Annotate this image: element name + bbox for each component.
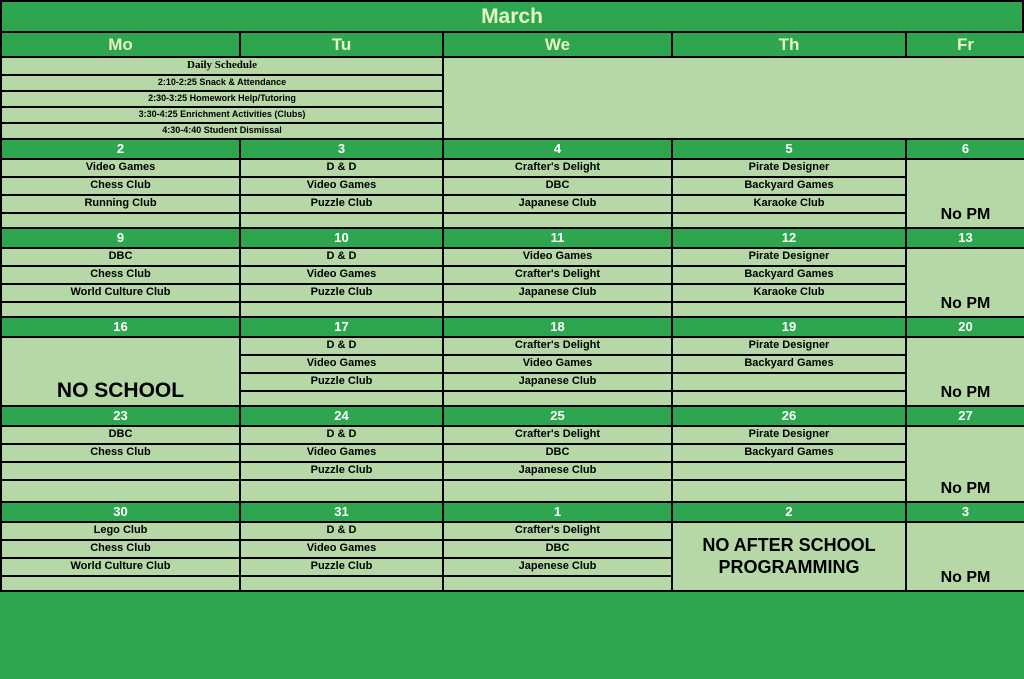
weekday-header-tu: Tu (239, 31, 444, 58)
month-title: March (0, 0, 1024, 31)
activity-cell: Crafter's Delight (442, 425, 673, 445)
empty-cell (671, 372, 907, 392)
activity-cell: Backyard Games (671, 265, 907, 285)
activity-cell: Video Games (442, 247, 673, 267)
activity-cell: D & D (239, 158, 444, 178)
activity-cell: Puzzle Club (239, 461, 444, 481)
empty-cell (442, 479, 673, 503)
date-cell: 12 (671, 227, 907, 249)
no-after-school-note: NO AFTER SCHOOL PROGRAMMING (671, 521, 907, 592)
activity-cell: Crafter's Delight (442, 521, 673, 541)
activity-cell: D & D (239, 521, 444, 541)
activity-cell: Pirate Designer (671, 336, 907, 356)
no-pm-note: No PM (905, 158, 1024, 229)
empty-cell (239, 479, 444, 503)
activity-cell: Japanese Club (442, 283, 673, 303)
date-cell: 2 (671, 501, 907, 523)
activity-cell: Video Games (239, 265, 444, 285)
activity-cell: Chess Club (0, 443, 241, 463)
activity-cell: D & D (239, 336, 444, 356)
activity-cell: Japenese Club (442, 557, 673, 577)
daily-schedule-title: Daily Schedule (0, 56, 444, 76)
date-cell: 30 (0, 501, 241, 523)
first-week-blank-block (442, 56, 1024, 140)
activity-cell: Karaoke Club (671, 194, 907, 214)
date-cell: 2 (0, 138, 241, 160)
date-cell: 31 (239, 501, 444, 523)
date-cell: 18 (442, 316, 673, 338)
activity-cell: Backyard Games (671, 443, 907, 463)
daily-schedule-item: 2:30-3:25 Homework Help/Tutoring (0, 90, 444, 108)
activity-cell: Pirate Designer (671, 425, 907, 445)
no-school-note: NO SCHOOL (0, 336, 241, 407)
activity-cell: Video Games (239, 539, 444, 559)
weekday-header-we: We (442, 31, 673, 58)
date-cell: 20 (905, 316, 1024, 338)
activity-cell: Backyard Games (671, 176, 907, 196)
date-cell: 1 (442, 501, 673, 523)
activity-cell: DBC (0, 425, 241, 445)
activity-cell: Video Games (239, 443, 444, 463)
empty-cell (239, 575, 444, 592)
date-cell: 24 (239, 405, 444, 427)
activity-cell: Japanese Club (442, 372, 673, 392)
activity-cell: Chess Club (0, 539, 241, 559)
activity-cell: Crafter's Delight (442, 336, 673, 356)
activity-cell: World Culture Club (0, 283, 241, 303)
activity-cell: Puzzle Club (239, 372, 444, 392)
daily-schedule-item: 2:10-2:25 Snack & Attendance (0, 74, 444, 92)
date-cell: 10 (239, 227, 444, 249)
activity-cell: World Culture Club (0, 557, 241, 577)
no-pm-note: No PM (905, 521, 1024, 592)
date-cell: 19 (671, 316, 907, 338)
activity-cell: D & D (239, 425, 444, 445)
date-cell: 3 (239, 138, 444, 160)
activity-cell: Japanese Club (442, 461, 673, 481)
activity-cell: Video Games (442, 354, 673, 374)
activity-cell: Crafter's Delight (442, 158, 673, 178)
date-cell: 3 (905, 501, 1024, 523)
date-cell: 13 (905, 227, 1024, 249)
date-cell: 5 (671, 138, 907, 160)
daily-schedule-item: 4:30-4:40 Student Dismissal (0, 122, 444, 140)
activity-cell: DBC (442, 443, 673, 463)
activity-cell: DBC (442, 539, 673, 559)
no-pm-note: No PM (905, 247, 1024, 318)
activity-cell: Pirate Designer (671, 158, 907, 178)
date-cell: 16 (0, 316, 241, 338)
date-cell: 4 (442, 138, 673, 160)
empty-cell (0, 575, 241, 592)
activity-cell: Chess Club (0, 265, 241, 285)
weekday-header-mo: Mo (0, 31, 241, 58)
date-cell: 25 (442, 405, 673, 427)
activity-cell: Video Games (0, 158, 241, 178)
date-cell: 23 (0, 405, 241, 427)
activity-cell: D & D (239, 247, 444, 267)
activity-cell: Puzzle Club (239, 557, 444, 577)
empty-cell (0, 479, 241, 503)
date-cell: 27 (905, 405, 1024, 427)
weekday-header-fr: Fr (905, 31, 1024, 58)
date-cell: 26 (671, 405, 907, 427)
activity-cell: Crafter's Delight (442, 265, 673, 285)
activity-cell: Video Games (239, 354, 444, 374)
activity-cell: Running Club (0, 194, 241, 214)
activity-cell: Japanese Club (442, 194, 673, 214)
activity-cell: Karaoke Club (671, 283, 907, 303)
empty-cell (671, 461, 907, 481)
activity-cell: Lego Club (0, 521, 241, 541)
activity-cell: Video Games (239, 176, 444, 196)
date-cell: 17 (239, 316, 444, 338)
weekday-header-th: Th (671, 31, 907, 58)
empty-cell (671, 479, 907, 503)
activity-cell: Pirate Designer (671, 247, 907, 267)
empty-cell (442, 575, 673, 592)
date-cell: 11 (442, 227, 673, 249)
activity-cell: Backyard Games (671, 354, 907, 374)
no-pm-note: No PM (905, 336, 1024, 407)
no-pm-note: No PM (905, 425, 1024, 503)
date-cell: 6 (905, 138, 1024, 160)
activity-cell: DBC (442, 176, 673, 196)
empty-cell (0, 461, 241, 481)
activity-cell: DBC (0, 247, 241, 267)
activity-cell: Puzzle Club (239, 283, 444, 303)
daily-schedule-item: 3:30-4:25 Enrichment Activities (Clubs) (0, 106, 444, 124)
activity-cell: Puzzle Club (239, 194, 444, 214)
date-cell: 9 (0, 227, 241, 249)
activity-cell: Chess Club (0, 176, 241, 196)
